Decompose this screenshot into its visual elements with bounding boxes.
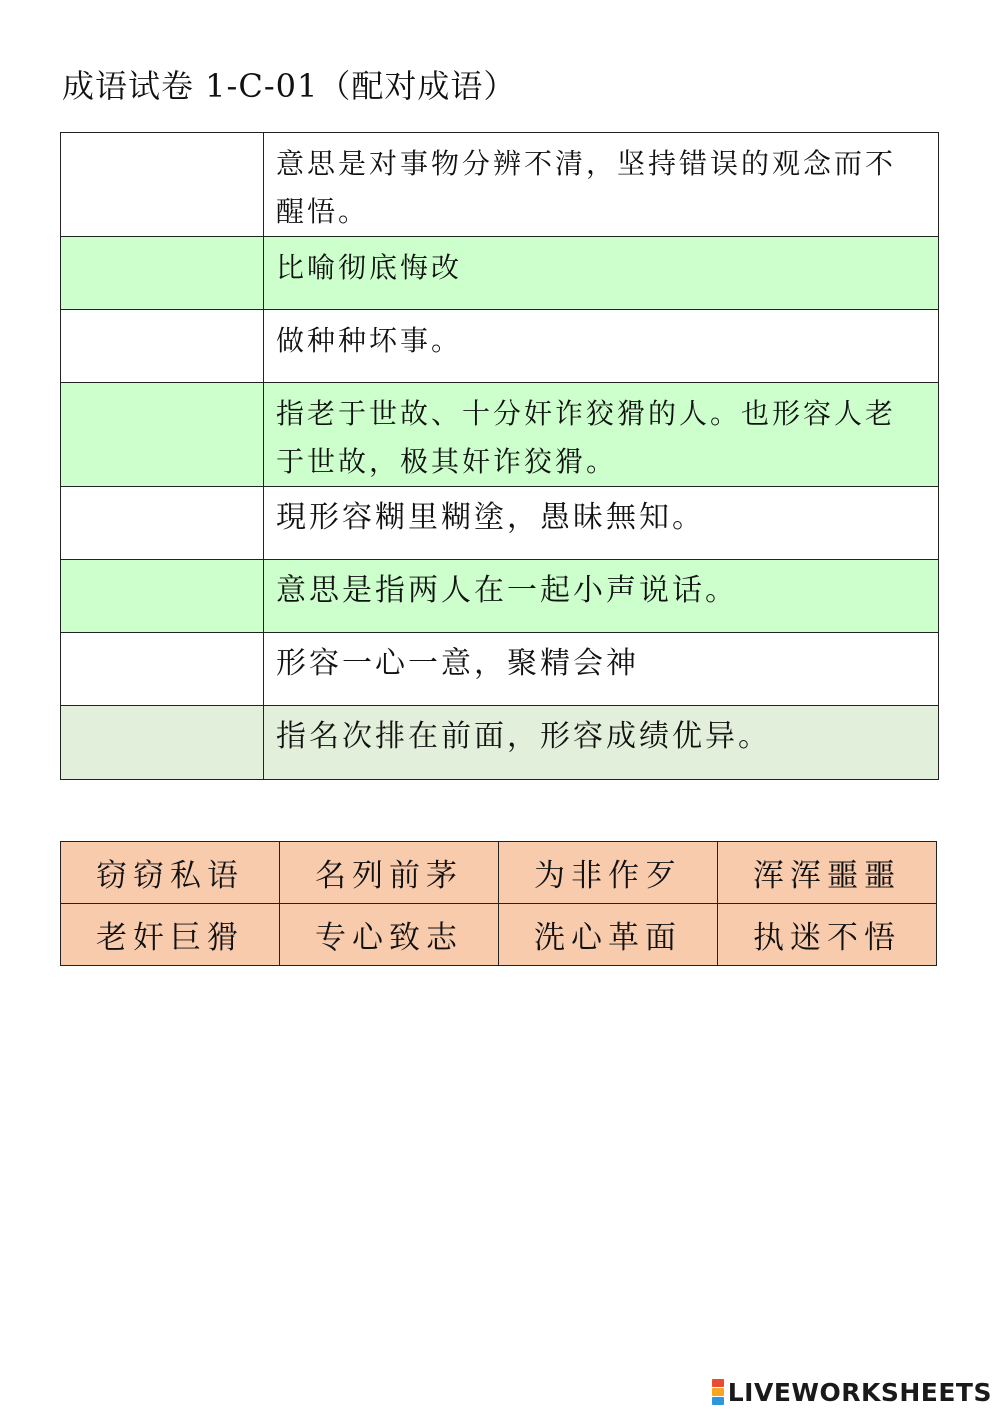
definition-text: 做种种坏事。: [264, 310, 939, 383]
definition-row: [61, 383, 939, 487]
answer-blank[interactable]: [61, 706, 264, 780]
definition-row: [61, 133, 939, 237]
definition-text: 意思是指两人在一起小声说话。: [264, 560, 939, 633]
idiom-option[interactable]: 洗心革面: [499, 904, 718, 966]
definition-text: 形容一心一意，聚精会神: [264, 633, 939, 706]
idiom-option[interactable]: 窃窃私语: [61, 842, 280, 904]
definition-row: [61, 633, 939, 706]
idiom-bank-row: [61, 904, 937, 966]
idiom-option[interactable]: 执迷不悟: [718, 904, 937, 966]
definition-row: [61, 487, 939, 560]
answer-blank[interactable]: [61, 237, 264, 310]
answer-blank[interactable]: [61, 133, 264, 237]
answer-blank[interactable]: [61, 560, 264, 633]
liveworksheets-logo-icon: [712, 1379, 724, 1405]
definition-row: [61, 310, 939, 383]
definition-table: [60, 132, 939, 780]
worksheet-title: 成语试卷 1-C-01（配对成语）: [62, 67, 517, 105]
definition-text: 意思是对事物分辨不清，坚持错误的观念而不醒悟。: [264, 133, 939, 237]
definition-text: 現形容糊里糊塗，愚昧無知。: [264, 487, 939, 560]
logo-stripe: [712, 1379, 724, 1387]
idiom-option[interactable]: 浑浑噩噩: [718, 842, 937, 904]
definition-row: [61, 237, 939, 310]
definition-text: 指老于世故、十分奸诈狡猾的人。也形容人老于世故，极其奸诈狡猾。: [264, 383, 939, 487]
logo-stripe: [712, 1397, 724, 1405]
idiom-option[interactable]: 老奸巨猾: [61, 904, 280, 966]
logo-text: LIVEWORKSHEETS: [727, 1377, 992, 1407]
liveworksheets-logo: [712, 1377, 992, 1407]
answer-blank[interactable]: [61, 310, 264, 383]
definition-text: 指名次排在前面，形容成绩优异。: [264, 706, 939, 780]
idiom-option[interactable]: 为非作歹: [499, 842, 718, 904]
answer-blank[interactable]: [61, 487, 264, 560]
answer-blank[interactable]: [61, 633, 264, 706]
idiom-option[interactable]: 专心致志: [280, 904, 499, 966]
definition-row: [61, 560, 939, 633]
idiom-bank: [60, 841, 937, 966]
idiom-bank-row: [61, 842, 937, 904]
definition-row: [61, 706, 939, 780]
idiom-option[interactable]: 名列前茅: [280, 842, 499, 904]
logo-stripe: [712, 1388, 724, 1396]
answer-blank[interactable]: [61, 383, 264, 487]
definition-text: 比喻彻底悔改: [264, 237, 939, 310]
